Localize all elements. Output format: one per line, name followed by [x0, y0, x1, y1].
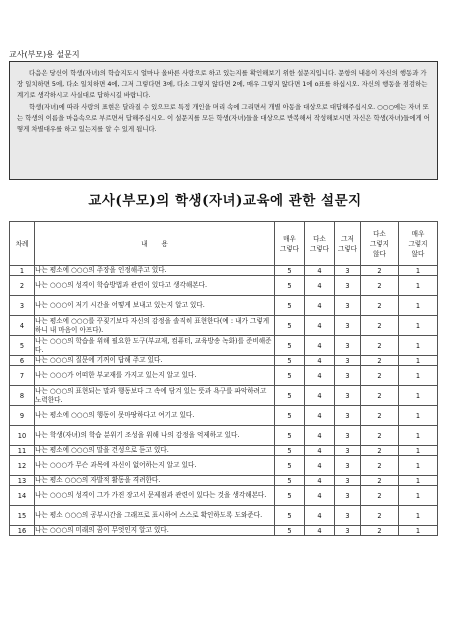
rating-option-1[interactable]: 1 [399, 296, 438, 316]
rating-option-3[interactable]: 3 [335, 406, 361, 426]
rating-option-1[interactable]: 1 [399, 426, 438, 446]
question-text: 나는 ○○○가 어떠한 부교재를 가지고 있는지 알고 있다. [35, 366, 275, 386]
rating-option-5[interactable]: 5 [275, 316, 305, 336]
row-number: 14 [10, 486, 35, 506]
rating-option-4[interactable]: 4 [305, 276, 335, 296]
table-row [10, 486, 438, 506]
question-text: 나는 ○○○의 성격이 학습방법과 관련이 있다고 생각해본다. [35, 276, 275, 296]
question-text: 나는 ○○○의 미래의 꿈이 무엇인지 알고 있다. [35, 526, 275, 536]
rating-option-2[interactable]: 2 [361, 426, 399, 446]
rating-option-2[interactable]: 2 [361, 266, 399, 276]
rating-option-1[interactable]: 1 [399, 276, 438, 296]
table-row [10, 446, 438, 456]
rating-option-2[interactable]: 2 [361, 276, 399, 296]
rating-option-5[interactable]: 5 [275, 476, 305, 486]
rating-option-4[interactable]: 4 [305, 446, 335, 456]
table-row [10, 336, 438, 356]
rating-option-3[interactable]: 3 [335, 356, 361, 366]
row-number: 5 [10, 336, 35, 356]
rating-option-1[interactable]: 1 [399, 386, 438, 406]
row-number: 3 [10, 296, 35, 316]
rating-option-3[interactable]: 3 [335, 526, 361, 536]
rating-option-3[interactable]: 3 [335, 316, 361, 336]
rating-option-5[interactable]: 5 [275, 406, 305, 426]
rating-option-3[interactable]: 3 [335, 426, 361, 446]
row-number: 9 [10, 406, 35, 426]
question-text: 나는 평소에 ○○○의 주장을 인정해주고 있다. [35, 266, 275, 276]
rating-option-2[interactable]: 2 [361, 456, 399, 476]
header-opt1-line1: 매우 [411, 229, 425, 238]
rating-option-4[interactable]: 4 [305, 506, 335, 526]
question-text: 나는 ○○○이 저기 시간을 어떻게 보내고 있는지 알고 있다. [35, 296, 275, 316]
rating-option-2[interactable]: 2 [361, 296, 399, 316]
survey-title: 교사(부모)의 학생(자녀)교육에 관한 설문지 [88, 193, 362, 209]
header-opt2 [361, 222, 399, 266]
header-opt4 [305, 222, 335, 266]
question-text: 나는 ○○○의 표현되는 말과 행동보다 그 속에 담겨 있는 뜻과 욕구를 파악하려고 노력한다. [35, 386, 275, 406]
rating-option-1[interactable]: 1 [399, 506, 438, 526]
table-row [10, 506, 438, 526]
rating-option-3[interactable]: 3 [335, 456, 361, 476]
rating-option-4[interactable]: 4 [305, 386, 335, 406]
header-opt2-line3: 않다 [373, 249, 386, 258]
rating-option-2[interactable]: 2 [361, 366, 399, 386]
table-row [10, 526, 438, 536]
table-row [10, 276, 438, 296]
header-opt1-line2: 그렇지 [408, 239, 428, 248]
rating-option-5[interactable]: 5 [275, 366, 305, 386]
rating-option-3[interactable]: 3 [335, 506, 361, 526]
rating-option-4[interactable]: 4 [305, 356, 335, 366]
header-opt4-line2: 그렇다 [309, 244, 330, 253]
header-opt1 [399, 222, 438, 266]
rating-option-4[interactable]: 4 [305, 486, 335, 506]
rating-option-2[interactable]: 2 [361, 316, 399, 336]
page-header: 교사(부모)용 설문지 [9, 50, 80, 59]
rating-option-2[interactable]: 2 [361, 506, 399, 526]
rating-option-5[interactable]: 5 [275, 506, 305, 526]
rating-option-3[interactable]: 3 [335, 386, 361, 406]
row-number: 16 [10, 526, 35, 536]
rating-option-3[interactable]: 3 [335, 296, 361, 316]
instructions-box [9, 61, 438, 180]
rating-option-5[interactable]: 5 [275, 456, 305, 476]
rating-option-5[interactable]: 5 [275, 266, 305, 276]
rating-option-5[interactable]: 5 [275, 276, 305, 296]
row-number: 4 [10, 316, 35, 336]
question-text: 나는 학생(자녀)의 학습 분위기 조성을 위해 나의 감정을 억제하고 있다. [35, 426, 275, 446]
question-text: 나는 ○○○의 성격이 그가 가진 장고서 문제점과 관련이 있다는 것을 생각해본다. [35, 486, 275, 506]
header-opt3-line2: 그렇다 [337, 244, 358, 253]
rating-option-5[interactable]: 5 [275, 526, 305, 536]
instructions-paragraph-1: 다음은 당신이 학생(자녀)의 학습지도시 얼마나 올바른 사랑으로 하고 있는지를 확인해보기 위한 설문지입니다. 문항의 내용이 자신의 행동과 가장 일치하면 5에, 다소 일치하면 4에, 그저 그렇다면 3에, 다소 그렇지 않다면 2에, 매우 그렇지 않다면 1에 o표를 하십시오. 자신의 행동을 점검하는 계기로 생각하시고 사실대로 답하시길 바랍니다. [17, 69, 428, 100]
rating-option-1[interactable]: 1 [399, 336, 438, 356]
header-content [35, 222, 275, 266]
rating-option-3[interactable]: 3 [335, 486, 361, 506]
rating-option-4[interactable]: 4 [305, 406, 335, 426]
header-opt5 [275, 222, 305, 266]
header-opt3 [335, 222, 361, 266]
header-opt2-line2: 그렇지 [369, 239, 390, 248]
question-text: 나는 평소에 ○○○를 꾸짖기보다 자신의 감정을 솔직히 표현한다(예 : 내가 그렇게 하니 내 마음이 아프다). [35, 316, 275, 336]
rating-option-4[interactable]: 4 [305, 296, 335, 316]
rating-option-4[interactable]: 4 [305, 426, 335, 446]
row-number: 7 [10, 366, 35, 386]
header-opt5-line2: 그렇다 [279, 244, 300, 253]
table-row [10, 426, 438, 446]
rating-option-4[interactable]: 4 [305, 456, 335, 476]
rating-option-5[interactable]: 5 [275, 296, 305, 316]
rating-option-3[interactable]: 3 [335, 446, 361, 456]
rating-option-2[interactable]: 2 [361, 386, 399, 406]
table-row [10, 476, 438, 486]
rating-option-3[interactable]: 3 [335, 336, 361, 356]
question-text: 나는 ○○○가 무슨 과목에 자신이 없어하는지 알고 있다. [35, 456, 275, 476]
question-text: 나는 평소 ○○○의 자발적 활동을 격려한다. [35, 476, 275, 486]
row-number: 11 [10, 446, 35, 456]
table-header-row [10, 222, 438, 266]
question-text: 나는 평소 ○○○의 공부시간을 그래프로 표시하여 스스로 확인하도록 도와준다. [35, 506, 275, 526]
header-no: 차례 [10, 222, 35, 266]
rating-option-4[interactable]: 4 [305, 336, 335, 356]
rating-option-2[interactable]: 2 [361, 406, 399, 426]
rating-option-5[interactable]: 5 [275, 386, 305, 406]
table-row [10, 316, 438, 336]
row-number: 12 [10, 456, 35, 476]
table-row [10, 356, 438, 366]
row-number: 10 [10, 426, 35, 446]
row-number: 1 [10, 266, 35, 276]
row-number: 8 [10, 386, 35, 406]
rating-option-1[interactable]: 1 [399, 266, 438, 276]
rating-option-1[interactable]: 1 [399, 406, 438, 426]
rating-option-4[interactable]: 4 [305, 316, 335, 336]
rating-option-2[interactable]: 2 [361, 356, 399, 366]
rating-option-5[interactable]: 5 [275, 446, 305, 456]
rating-option-1[interactable]: 1 [399, 476, 438, 486]
question-text: 나는 ○○○의 학습을 위해 필요한 도구(부교재, 컴퓨터, 교육방송 녹화)를 준비해준다. [35, 336, 275, 356]
rating-option-3[interactable]: 3 [335, 476, 361, 486]
rating-option-5[interactable]: 5 [275, 356, 305, 366]
rating-option-4[interactable]: 4 [305, 266, 335, 276]
rating-option-2[interactable]: 2 [361, 476, 399, 486]
rating-option-2[interactable]: 2 [361, 526, 399, 536]
rating-option-4[interactable]: 4 [305, 366, 335, 386]
rating-option-1[interactable]: 1 [399, 356, 438, 366]
header-opt3-line1: 그저 [341, 234, 354, 243]
header-opt1-line3: 않다 [411, 249, 425, 258]
rating-option-2[interactable]: 2 [361, 486, 399, 506]
rating-option-1[interactable]: 1 [399, 526, 438, 536]
table-row [10, 266, 438, 276]
rating-option-5[interactable]: 5 [275, 486, 305, 506]
row-number: 13 [10, 476, 35, 486]
rating-option-1[interactable]: 1 [399, 366, 438, 386]
survey-table [9, 221, 438, 536]
rating-option-1[interactable]: 1 [399, 316, 438, 336]
header-content-label: 내용 [141, 239, 182, 248]
survey-body [10, 266, 438, 536]
question-text: 나는 평소에 ○○○의 행동이 못마땅하다고 여기고 있다. [35, 406, 275, 426]
rating-option-4[interactable]: 4 [305, 476, 335, 486]
table-row [10, 456, 438, 476]
rating-option-3[interactable]: 3 [335, 266, 361, 276]
question-text: 나는 평소에 ○○○의 말을 건성으로 듣고 있다. [35, 446, 275, 456]
row-number: 6 [10, 356, 35, 366]
rating-option-1[interactable]: 1 [399, 486, 438, 506]
table-row [10, 296, 438, 316]
rating-option-5[interactable]: 5 [275, 336, 305, 356]
rating-option-2[interactable]: 2 [361, 336, 399, 356]
rating-option-3[interactable]: 3 [335, 366, 361, 386]
table-row [10, 366, 438, 386]
rating-option-3[interactable]: 3 [335, 276, 361, 296]
header-opt4-line1: 다소 [313, 234, 326, 243]
question-text: 나는 ○○○의 질문에 기꺼이 답해 주고 있다. [35, 356, 275, 366]
table-row [10, 406, 438, 426]
row-number: 2 [10, 276, 35, 296]
table-row [10, 386, 438, 406]
rating-option-2[interactable]: 2 [361, 446, 399, 456]
rating-option-5[interactable]: 5 [275, 426, 305, 446]
header-opt5-line1: 매우 [283, 234, 296, 243]
header-opt2-line1: 다소 [373, 229, 386, 238]
row-number: 15 [10, 506, 35, 526]
rating-option-4[interactable]: 4 [305, 526, 335, 536]
instructions-paragraph-2: 학생(자녀)에 따라 사랑의 표현은 달라질 수 있으므로 특정 개인을 머리 속에 그리면서 개별 아동을 대상으로 대답해주십시오. ○○○에는 자녀 또는 학생의 이름을 마음속으로 부르면서 답해주십시오. 이 설문지를 모든 학생(자녀)들을 대상으로 반복해서 작성해보시면 자신은 학생(자녀)들에게 어떻게 차별대우를 하고 있는지를 알 수 있게 됩니다. [17, 102, 430, 134]
rating-option-1[interactable]: 1 [399, 446, 438, 456]
rating-option-1[interactable]: 1 [399, 456, 438, 476]
